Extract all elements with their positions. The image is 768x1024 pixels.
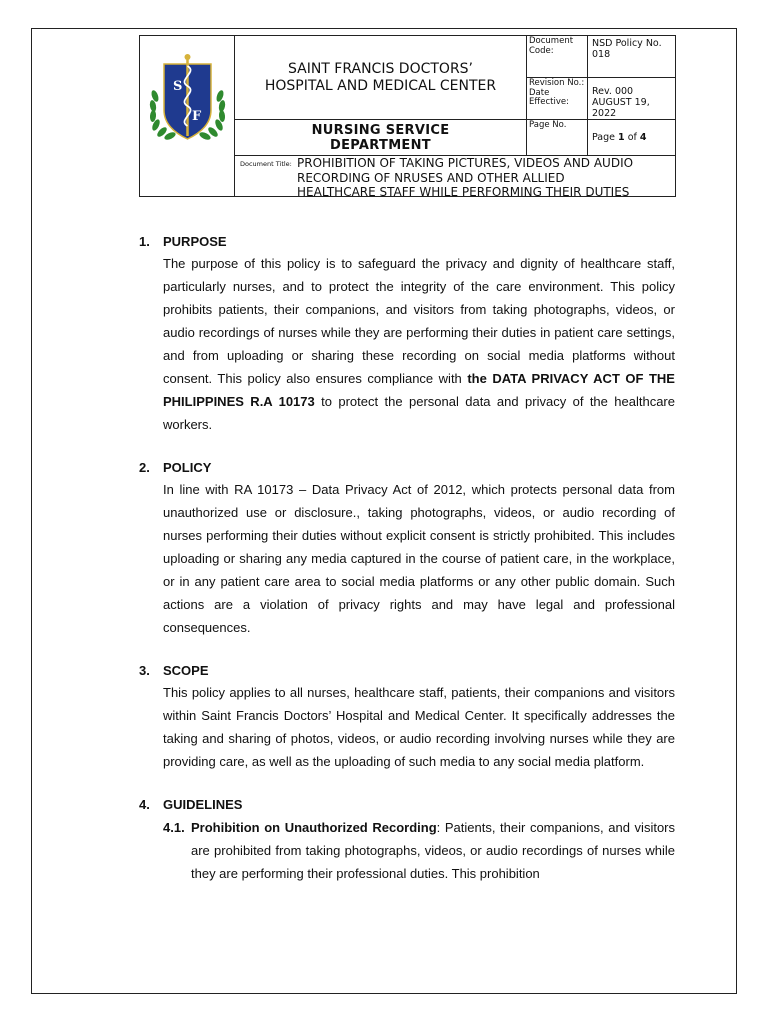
page-number-value [588, 120, 675, 155]
section-number: 4. [139, 797, 150, 812]
section-heading [139, 795, 675, 815]
document-title-row [235, 155, 675, 199]
section-paragraph: In line with RA 10173 – Data Privacy Act of 2012, which protects personal data from unauthorized use or disclosure., taking photographs, videos, or audio recording of nurses performing their duties without explicit consent is strictly prohibited. This includes uploading or sharing any media captured in the course of patient care, in the workplace, or in any patient care area to social media platforms or any other public domain. Such actions are a violation of privacy rights and may have legal and professional consequences. [163, 482, 675, 635]
guideline-text [191, 816, 675, 885]
logo-letter-f: F [192, 109, 202, 124]
purpose-text: The purpose of this policy is to safeguard the privacy and dignity of healthcare staff, particularly nurses, and to protect the integrity of the care environment. This policy prohibits patients, their companions, and visitors from taking photographs, videos, or audio recordings of nurses while they are performing their duties in patient care settings, and from uploading or sharing these recording on social media platforms without consent. This policy also ensures compliance with [163, 256, 675, 386]
page-total: 4 [639, 132, 647, 143]
document-title-line-3: HEALTHCARE STAFF WHILE PERFORMING THEIR DUTIES [297, 185, 630, 199]
hospital-logo [140, 36, 235, 196]
effective-date: AUGUST 19, 2022 [592, 97, 650, 119]
revision-number: Rev. 000 [592, 86, 634, 97]
guideline-title: Prohibition on Unauthorized Recording [191, 820, 437, 835]
hospital-logo-emblem [140, 36, 235, 196]
hospital-name-line-1: SAINT FRANCIS DOCTORS’ [287, 60, 474, 77]
section-title: SCOPE [163, 663, 209, 678]
department-name [235, 120, 526, 155]
department-name-line-1: NURSING SERVICE [311, 122, 450, 138]
section-scope [139, 661, 675, 773]
section-policy [139, 458, 675, 639]
document-header-table [139, 35, 676, 197]
section-title: PURPOSE [163, 234, 227, 249]
guideline-item [163, 816, 675, 885]
section-title: POLICY [163, 460, 212, 475]
purpose-text-end: to protect the personal data and privacy of the healthcare workers. [163, 394, 675, 432]
section-heading [139, 232, 675, 252]
policy-body [139, 232, 675, 907]
document-title-label: Document Title: [240, 160, 292, 168]
section-number: 3. [139, 663, 150, 678]
document-code-value: NSD Policy No. 018 [588, 36, 675, 78]
guidelines-list [163, 816, 675, 885]
document-code-label: Document Code: [526, 36, 588, 78]
section-number: 2. [139, 460, 150, 475]
guideline-number: 4.1. [163, 820, 185, 835]
section-paragraph [163, 252, 675, 436]
section-number: 1. [139, 234, 150, 249]
revision-date-value [588, 78, 675, 120]
page-of: of [627, 132, 637, 143]
document-title [297, 156, 672, 200]
hospital-name-line-2: HOSPITAL AND MEDICAL CENTER [264, 77, 497, 94]
section-paragraph: This policy applies to all nurses, healthcare staff, patients, their companions and visitors within Saint Francis Doctors’ Hospital and Medical Center. It specifically addresses the taking and sharing of photos, videos, or audio recording involving nurses while they are providing care, as well as the uploading of such media to any social media platform. [163, 685, 675, 769]
section-heading [139, 458, 675, 478]
page-current: 1 [618, 132, 625, 143]
hospital-name [235, 36, 526, 120]
section-guidelines [139, 795, 675, 885]
document-title-line-1: PROHIBITION OF TAKING PICTURES, VIDEOS AND AUDIO [297, 156, 634, 170]
section-heading [139, 661, 675, 681]
logo-letter-s: S [173, 79, 183, 94]
section-title: GUIDELINES [163, 797, 243, 812]
guideline-description: : Patients, their companions, and visitors are prohibited from taking photographs, videos, or audio recordings of nurses while they are performing their professional duties. This prohibition [191, 820, 676, 881]
revision-date-label: Revision No.: Date Effective: [526, 78, 588, 120]
purpose-law-reference: the DATA PRIVACY ACT OF THE PHILIPPINES R.A 10173 [163, 371, 675, 409]
page-number-label: Page No. [526, 120, 588, 155]
department-name-line-2: DEPARTMENT [330, 137, 431, 153]
section-purpose [139, 232, 675, 436]
page-word: Page [592, 132, 615, 143]
document-title-line-2: RECORDING OF NRUSES AND OTHER ALLIED [297, 170, 565, 185]
